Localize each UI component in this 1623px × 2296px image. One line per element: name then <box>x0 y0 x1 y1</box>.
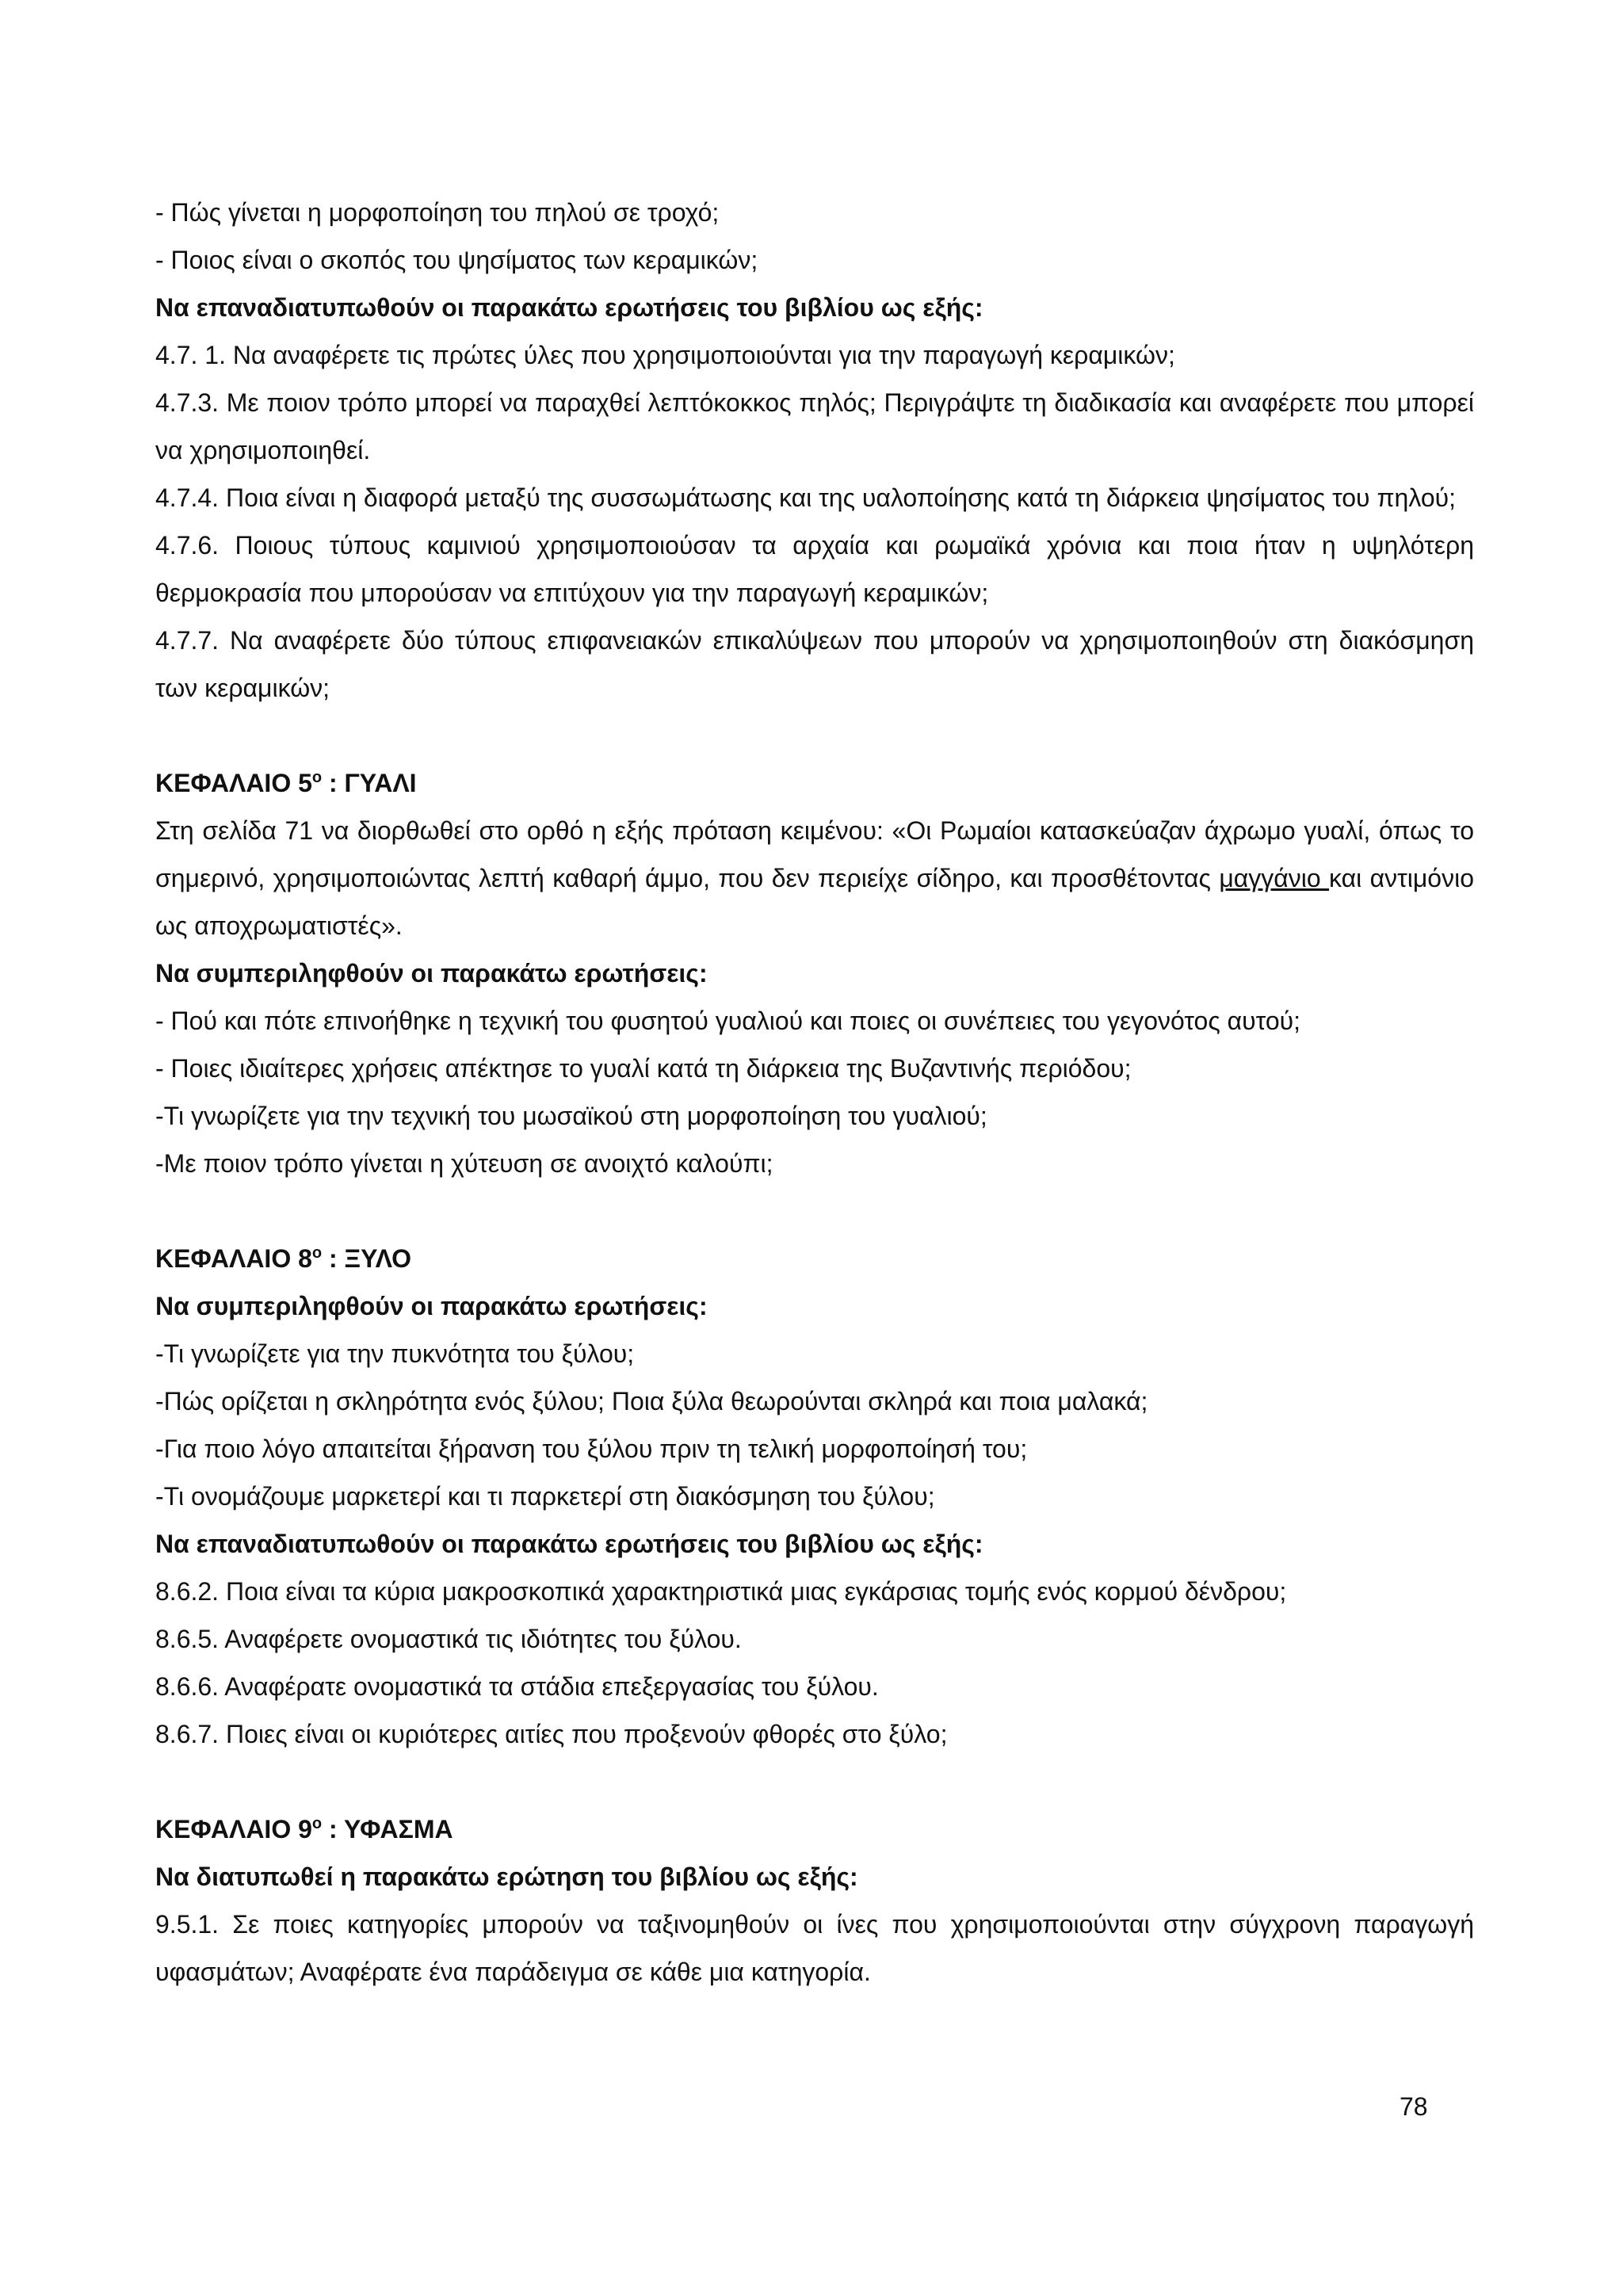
document-page <box>155 189 1474 1996</box>
wood-question: -Τι γνωρίζετε για την πυκνότητα του ξύλου; <box>155 1339 635 1368</box>
wood-question: -Τι ονομάζουμε μαρκετερί και τι παρκετερί στη διακόσμηση του ξύλου; <box>155 1482 935 1511</box>
rephrase-heading: Να επαναδιατυπωθούν οι παρακάτω ερωτήσεις του βιβλίου ως εξής: <box>155 1530 983 1558</box>
wood-question: -Για ποιο λόγο απαιτείται ξήρανση του ξύλου πριν τη τελική μορφοποίησή του; <box>155 1435 1028 1463</box>
glass-correction <box>155 807 1474 949</box>
question-wheel: - Πώς γίνεται η μορφοποίηση του πηλού σε τροχό; <box>155 198 720 227</box>
rephrase-heading: Να επαναδιατυπωθούν οι παρακάτω ερωτήσεις του βιβλίου ως εξής: <box>155 293 983 322</box>
question-8-6-6: 8.6.6. Αναφέρατε ονομαστικά τα στάδια επεξεργασίας του ξύλου. <box>155 1672 879 1701</box>
correction-underlined: μαγγάνιο <box>1219 864 1330 892</box>
chapter-9-heading <box>155 1805 1474 1853</box>
question-8-6-7: 8.6.7. Ποιες είναι οι κυριότερες αιτίες που προξενούν φθορές στο ξύλο; <box>155 1720 948 1748</box>
correction-text: Στη σελίδα 71 να διορθωθεί στο ορθό η εξής πρόταση κειμένου: «Οι Ρωμαίοι κατασκεύαζαν άχρωμο γυαλί, όπως το σημερινό, χρησιμοποιώντας λεπτή καθαρή άμμο, που δεν περιείχε σίδηρο, και προσθέτοντας <box>155 816 1474 892</box>
question-firing: - Ποιος είναι ο σκοπός του ψησίματος των κεραμικών; <box>155 246 758 274</box>
page-number: 78 <box>1400 2092 1428 2121</box>
question-4-7-6: 4.7.6. Ποιους τύπους καμινιού χρησιμοποιούσαν τα αρχαία και ρωμαϊκά χρόνια και ποια ήταν η υψηλότερη θερμοκρασία που μπορούσαν να επιτύχουν για την παραγωγή κεραμικών; <box>155 531 1474 607</box>
chapter-8-number: ΚΕΦΑΛΑΙΟ 8 <box>155 1244 312 1273</box>
glass-question: -Με ποιον τρόπο γίνεται η χύτευση σε ανοιχτό καλούπι; <box>155 1149 773 1178</box>
include-heading: Να συμπεριληφθούν οι παρακάτω ερωτήσεις: <box>155 959 708 988</box>
question-4-7-4: 4.7.4. Ποια είναι η διαφορά μεταξύ της συσσωμάτωσης και της υαλοποίησης κατά τη διάρκεια ψησίματος του πηλού; <box>155 483 1457 512</box>
include-heading: Να συμπεριληφθούν οι παρακάτω ερωτήσεις: <box>155 1292 708 1320</box>
question-8-6-2: 8.6.2. Ποια είναι τα κύρια μακροσκοπικά χαρακτηριστικά μιας εγκάρσιας τομής ενός κορμού δένδρου; <box>155 1577 1287 1606</box>
spacer <box>155 1758 1474 1805</box>
question-4-7-3: 4.7.3. Με ποιον τρόπο μπορεί να παραχθεί λεπτόκοκκος πηλός; Περιγράψτε τη διαδικασία και αναφέρετε που μπορεί να χρησιμοποιηθεί. <box>155 388 1474 464</box>
correction-text-end: και αντιμόνιο ως αποχρωματιστές». <box>155 864 1475 940</box>
question-4-7-1: 4.7. 1. Να αναφέρετε τις πρώτες ύλες που χρησιμοποιούνται για την παραγωγή κεραμικών; <box>155 341 1175 369</box>
spacer <box>155 712 1474 759</box>
chapter-5-title: : ΓΥΑΛΙ <box>322 769 417 797</box>
question-4-7-7: 4.7.7. Να αναφέρετε δύο τύπους επιφανειακών επικαλύψεων που μπορούν να χρησιμοποιηθούν στη διακόσμηση των κεραμικών; <box>155 626 1474 702</box>
spacer <box>155 1187 1474 1235</box>
chapter-5-heading <box>155 759 1474 807</box>
ordinal-sup: ο <box>311 1244 323 1262</box>
wood-question: -Πώς ορίζεται η σκληρότητα ενός ξύλου; Ποια ξύλα θεωρούνται σκληρά και ποια μαλακά; <box>155 1387 1148 1415</box>
chapter-9-number: ΚΕΦΑΛΑΙΟ 9 <box>155 1815 312 1843</box>
glass-question: - Ποιες ιδιαίτερες χρήσεις απέκτησε το γυαλί κατά τη διάρκεια της Βυζαντινής περιόδου; <box>155 1054 1132 1083</box>
ordinal-sup: ο <box>311 1815 323 1832</box>
chapter-9-title: : ΥΦΑΣΜΑ <box>322 1815 453 1843</box>
rephrase-heading: Να διατυπωθεί η παρακάτω ερώτηση του βιβλίου ως εξής: <box>155 1862 858 1891</box>
chapter-8-heading <box>155 1235 1474 1282</box>
chapter-8-title: : ΞΥΛΟ <box>322 1244 411 1273</box>
question-9-5-1: 9.5.1. Σε ποιες κατηγορίες μπορούν να ταξινομηθούν οι ίνες που χρησιμοποιούνται στην σύγχρονη παραγωγή υφασμάτων; Αναφέρατε ένα παράδειγμα σε κάθε μια κατηγορία. <box>155 1910 1474 1986</box>
chapter-5-number: ΚΕΦΑΛΑΙΟ 5 <box>155 769 312 797</box>
ordinal-sup: ο <box>311 769 323 786</box>
glass-question: - Πού και πότε επινοήθηκε η τεχνική του φυσητού γυαλιού και ποιες οι συνέπειες του γεγονότος αυτού; <box>155 1007 1301 1035</box>
question-8-6-5: 8.6.5. Αναφέρετε ονομαστικά τις ιδιότητες του ξύλου. <box>155 1625 742 1653</box>
glass-question: -Τι γνωρίζετε για την τεχνική του μωσαϊκού στη μορφοποίηση του γυαλιού; <box>155 1102 987 1130</box>
